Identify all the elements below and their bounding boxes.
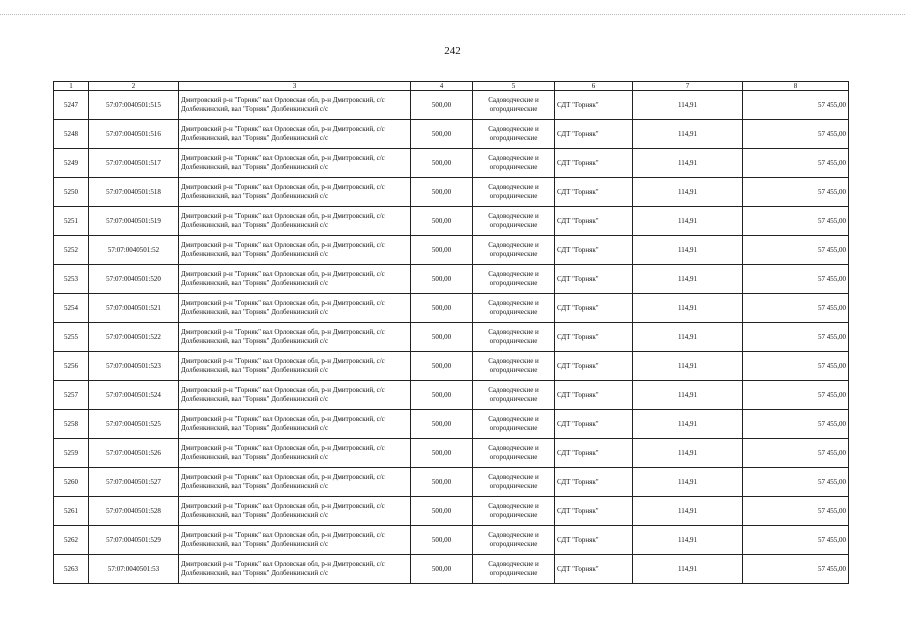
cadastral-number-cell: 57:07:0040501:515 xyxy=(89,91,179,120)
rate-cell: 114,91 xyxy=(633,294,743,323)
value-cell: 57 455,00 xyxy=(743,149,849,178)
row-number-cell: 5262 xyxy=(54,526,89,555)
organization-cell: СДТ "Горняк" xyxy=(555,323,633,352)
row-number-cell: 5257 xyxy=(54,381,89,410)
rate-cell: 114,91 xyxy=(633,207,743,236)
column-header: 2 xyxy=(89,82,179,91)
value-cell: 57 455,00 xyxy=(743,526,849,555)
rate-cell: 114,91 xyxy=(633,381,743,410)
land-use-cell: Садоводческие и огороднические xyxy=(473,497,555,526)
address-cell: Дмитровский р-н "Горняк" вал Орловская обл, р-н Дмитровский, с/с Долбенкинский, вал "Горняк" Долбенкинский с/с xyxy=(179,526,411,555)
organization-cell: СДТ "Горняк" xyxy=(555,555,633,584)
land-use-cell: Садоводческие и огороднические xyxy=(473,410,555,439)
table-row xyxy=(54,207,849,236)
row-number-cell: 5258 xyxy=(54,410,89,439)
value-cell: 57 455,00 xyxy=(743,178,849,207)
value-cell: 57 455,00 xyxy=(743,352,849,381)
value-cell: 57 455,00 xyxy=(743,555,849,584)
land-use-cell: Садоводческие и огороднические xyxy=(473,120,555,149)
table-row xyxy=(54,178,849,207)
rate-cell: 114,91 xyxy=(633,555,743,584)
organization-cell: СДТ "Горняк" xyxy=(555,439,633,468)
cadastral-number-cell: 57:07:0040501:53 xyxy=(89,555,179,584)
organization-cell: СДТ "Горняк" xyxy=(555,468,633,497)
value-cell: 57 455,00 xyxy=(743,468,849,497)
table-row xyxy=(54,439,849,468)
value-cell: 57 455,00 xyxy=(743,439,849,468)
scan-artifact-line xyxy=(0,14,905,21)
organization-cell: СДТ "Горняк" xyxy=(555,91,633,120)
rate-cell: 114,91 xyxy=(633,323,743,352)
area-cell: 500,00 xyxy=(411,91,473,120)
area-cell: 500,00 xyxy=(411,555,473,584)
row-number-cell: 5261 xyxy=(54,497,89,526)
organization-cell: СДТ "Горняк" xyxy=(555,265,633,294)
cadastral-number-cell: 57:07:0040501:522 xyxy=(89,323,179,352)
cadastral-number-cell: 57:07:0040501:518 xyxy=(89,178,179,207)
cadastral-number-cell: 57:07:0040501:527 xyxy=(89,468,179,497)
organization-cell: СДТ "Горняк" xyxy=(555,120,633,149)
registry-table xyxy=(53,81,849,584)
cadastral-number-cell: 57:07:0040501:516 xyxy=(89,120,179,149)
value-cell: 57 455,00 xyxy=(743,294,849,323)
rate-cell: 114,91 xyxy=(633,265,743,294)
value-cell: 57 455,00 xyxy=(743,236,849,265)
column-header: 4 xyxy=(411,82,473,91)
header-row xyxy=(54,82,849,91)
address-cell: Дмитровский р-н "Горняк" вал Орловская обл, р-н Дмитровский, с/с Долбенкинский, вал "Горняк" Долбенкинский с/с xyxy=(179,323,411,352)
address-cell: Дмитровский р-н "Горняк" вал Орловская обл, р-н Дмитровский, с/с Долбенкинский, вал "Горняк" Долбенкинский с/с xyxy=(179,555,411,584)
row-number-cell: 5254 xyxy=(54,294,89,323)
page-number: 242 xyxy=(444,45,461,57)
column-header: 1 xyxy=(54,82,89,91)
cadastral-number-cell: 57:07:0040501:529 xyxy=(89,526,179,555)
rate-cell: 114,91 xyxy=(633,497,743,526)
rate-cell: 114,91 xyxy=(633,352,743,381)
organization-cell: СДТ "Горняк" xyxy=(555,294,633,323)
rate-cell: 114,91 xyxy=(633,439,743,468)
area-cell: 500,00 xyxy=(411,265,473,294)
value-cell: 57 455,00 xyxy=(743,323,849,352)
row-number-cell: 5260 xyxy=(54,468,89,497)
area-cell: 500,00 xyxy=(411,468,473,497)
column-header: 3 xyxy=(179,82,411,91)
row-number-cell: 5247 xyxy=(54,91,89,120)
value-cell: 57 455,00 xyxy=(743,265,849,294)
address-cell: Дмитровский р-н "Горняк" вал Орловская обл, р-н Дмитровский, с/с Долбенкинский, вал "Горняк" Долбенкинский с/с xyxy=(179,381,411,410)
land-use-cell: Садоводческие и огороднические xyxy=(473,555,555,584)
address-cell: Дмитровский р-н "Горняк" вал Орловская обл, р-н Дмитровский, с/с Долбенкинский, вал "Горняк" Долбенкинский с/с xyxy=(179,178,411,207)
table-row xyxy=(54,468,849,497)
rate-cell: 114,91 xyxy=(633,468,743,497)
organization-cell: СДТ "Горняк" xyxy=(555,526,633,555)
row-number-cell: 5250 xyxy=(54,178,89,207)
table-row xyxy=(54,149,849,178)
cadastral-number-cell: 57:07:0040501:520 xyxy=(89,265,179,294)
land-use-cell: Садоводческие и огороднические xyxy=(473,149,555,178)
address-cell: Дмитровский р-н "Горняк" вал Орловская обл, р-н Дмитровский, с/с Долбенкинский, вал "Горняк" Долбенкинский с/с xyxy=(179,207,411,236)
table-row xyxy=(54,120,849,149)
value-cell: 57 455,00 xyxy=(743,381,849,410)
address-cell: Дмитровский р-н "Горняк" вал Орловская обл, р-н Дмитровский, с/с Долбенкинский, вал "Горняк" Долбенкинский с/с xyxy=(179,91,411,120)
address-cell: Дмитровский р-н "Горняк" вал Орловская обл, р-н Дмитровский, с/с Долбенкинский, вал "Горняк" Долбенкинский с/с xyxy=(179,439,411,468)
land-use-cell: Садоводческие и огороднические xyxy=(473,91,555,120)
land-use-cell: Садоводческие и огороднические xyxy=(473,439,555,468)
address-cell: Дмитровский р-н "Горняк" вал Орловская обл, р-н Дмитровский, с/с Долбенкинский, вал "Горняк" Долбенкинский с/с xyxy=(179,410,411,439)
value-cell: 57 455,00 xyxy=(743,497,849,526)
table-row xyxy=(54,323,849,352)
cadastral-number-cell: 57:07:0040501:528 xyxy=(89,497,179,526)
table-row xyxy=(54,497,849,526)
table-row xyxy=(54,526,849,555)
cadastral-number-cell: 57:07:0040501:526 xyxy=(89,439,179,468)
table-row xyxy=(54,381,849,410)
cadastral-number-cell: 57:07:0040501:517 xyxy=(89,149,179,178)
area-cell: 500,00 xyxy=(411,294,473,323)
row-number-cell: 5263 xyxy=(54,555,89,584)
land-use-cell: Садоводческие и огороднические xyxy=(473,323,555,352)
area-cell: 500,00 xyxy=(411,120,473,149)
area-cell: 500,00 xyxy=(411,149,473,178)
area-cell: 500,00 xyxy=(411,526,473,555)
land-use-cell: Садоводческие и огороднические xyxy=(473,468,555,497)
value-cell: 57 455,00 xyxy=(743,120,849,149)
organization-cell: СДТ "Горняк" xyxy=(555,497,633,526)
row-number-cell: 5251 xyxy=(54,207,89,236)
table-row xyxy=(54,555,849,584)
column-header: 8 xyxy=(743,82,849,91)
address-cell: Дмитровский р-н "Горняк" вал Орловская обл, р-н Дмитровский, с/с Долбенкинский, вал "Горняк" Долбенкинский с/с xyxy=(179,294,411,323)
cadastral-number-cell: 57:07:0040501:525 xyxy=(89,410,179,439)
address-cell: Дмитровский р-н "Горняк" вал Орловская обл, р-н Дмитровский, с/с Долбенкинский, вал "Горняк" Долбенкинский с/с xyxy=(179,236,411,265)
value-cell: 57 455,00 xyxy=(743,207,849,236)
land-use-cell: Садоводческие и огороднические xyxy=(473,526,555,555)
row-number-cell: 5248 xyxy=(54,120,89,149)
organization-cell: СДТ "Горняк" xyxy=(555,149,633,178)
cadastral-number-cell: 57:07:0040501:519 xyxy=(89,207,179,236)
organization-cell: СДТ "Горняк" xyxy=(555,207,633,236)
rate-cell: 114,91 xyxy=(633,178,743,207)
rate-cell: 114,91 xyxy=(633,91,743,120)
organization-cell: СДТ "Горняк" xyxy=(555,381,633,410)
area-cell: 500,00 xyxy=(411,439,473,468)
address-cell: Дмитровский р-н "Горняк" вал Орловская обл, р-н Дмитровский, с/с Долбенкинский, вал "Горняк" Долбенкинский с/с xyxy=(179,265,411,294)
row-number-cell: 5256 xyxy=(54,352,89,381)
column-header: 6 xyxy=(555,82,633,91)
rate-cell: 114,91 xyxy=(633,120,743,149)
address-cell: Дмитровский р-н "Горняк" вал Орловская обл, р-н Дмитровский, с/с Долбенкинский, вал "Горняк" Долбенкинский с/с xyxy=(179,497,411,526)
organization-cell: СДТ "Горняк" xyxy=(555,352,633,381)
address-cell: Дмитровский р-н "Горняк" вал Орловская обл, р-н Дмитровский, с/с Долбенкинский, вал "Горняк" Долбенкинский с/с xyxy=(179,352,411,381)
value-cell: 57 455,00 xyxy=(743,410,849,439)
rate-cell: 114,91 xyxy=(633,526,743,555)
land-use-cell: Садоводческие и огороднические xyxy=(473,178,555,207)
area-cell: 500,00 xyxy=(411,410,473,439)
land-use-cell: Садоводческие и огороднические xyxy=(473,236,555,265)
land-use-cell: Садоводческие и огороднические xyxy=(473,265,555,294)
land-use-cell: Садоводческие и огороднические xyxy=(473,294,555,323)
area-cell: 500,00 xyxy=(411,352,473,381)
row-number-cell: 5255 xyxy=(54,323,89,352)
cadastral-number-cell: 57:07:0040501:523 xyxy=(89,352,179,381)
rate-cell: 114,91 xyxy=(633,236,743,265)
area-cell: 500,00 xyxy=(411,236,473,265)
address-cell: Дмитровский р-н "Горняк" вал Орловская обл, р-н Дмитровский, с/с Долбенкинский, вал "Горняк" Долбенкинский с/с xyxy=(179,468,411,497)
area-cell: 500,00 xyxy=(411,497,473,526)
table-row xyxy=(54,265,849,294)
table-row xyxy=(54,410,849,439)
address-cell: Дмитровский р-н "Горняк" вал Орловская обл, р-н Дмитровский, с/с Долбенкинский, вал "Горняк" Долбенкинский с/с xyxy=(179,120,411,149)
column-header: 5 xyxy=(473,82,555,91)
organization-cell: СДТ "Горняк" xyxy=(555,178,633,207)
row-number-cell: 5252 xyxy=(54,236,89,265)
land-use-cell: Садоводческие и огороднические xyxy=(473,352,555,381)
area-cell: 500,00 xyxy=(411,381,473,410)
area-cell: 500,00 xyxy=(411,178,473,207)
land-use-cell: Садоводческие и огороднические xyxy=(473,381,555,410)
table-row xyxy=(54,236,849,265)
row-number-cell: 5259 xyxy=(54,439,89,468)
area-cell: 500,00 xyxy=(411,323,473,352)
cadastral-number-cell: 57:07:0040501:52 xyxy=(89,236,179,265)
address-cell: Дмитровский р-н "Горняк" вал Орловская обл, р-н Дмитровский, с/с Долбенкинский, вал "Горняк" Долбенкинский с/с xyxy=(179,149,411,178)
row-number-cell: 5249 xyxy=(54,149,89,178)
cadastral-number-cell: 57:07:0040501:521 xyxy=(89,294,179,323)
cadastral-number-cell: 57:07:0040501:524 xyxy=(89,381,179,410)
table-row xyxy=(54,91,849,120)
table-row xyxy=(54,294,849,323)
table-row xyxy=(54,352,849,381)
rate-cell: 114,91 xyxy=(633,149,743,178)
rate-cell: 114,91 xyxy=(633,410,743,439)
value-cell: 57 455,00 xyxy=(743,91,849,120)
row-number-cell: 5253 xyxy=(54,265,89,294)
organization-cell: СДТ "Горняк" xyxy=(555,236,633,265)
column-header: 7 xyxy=(633,82,743,91)
area-cell: 500,00 xyxy=(411,207,473,236)
land-use-cell: Садоводческие и огороднические xyxy=(473,207,555,236)
organization-cell: СДТ "Горняк" xyxy=(555,410,633,439)
